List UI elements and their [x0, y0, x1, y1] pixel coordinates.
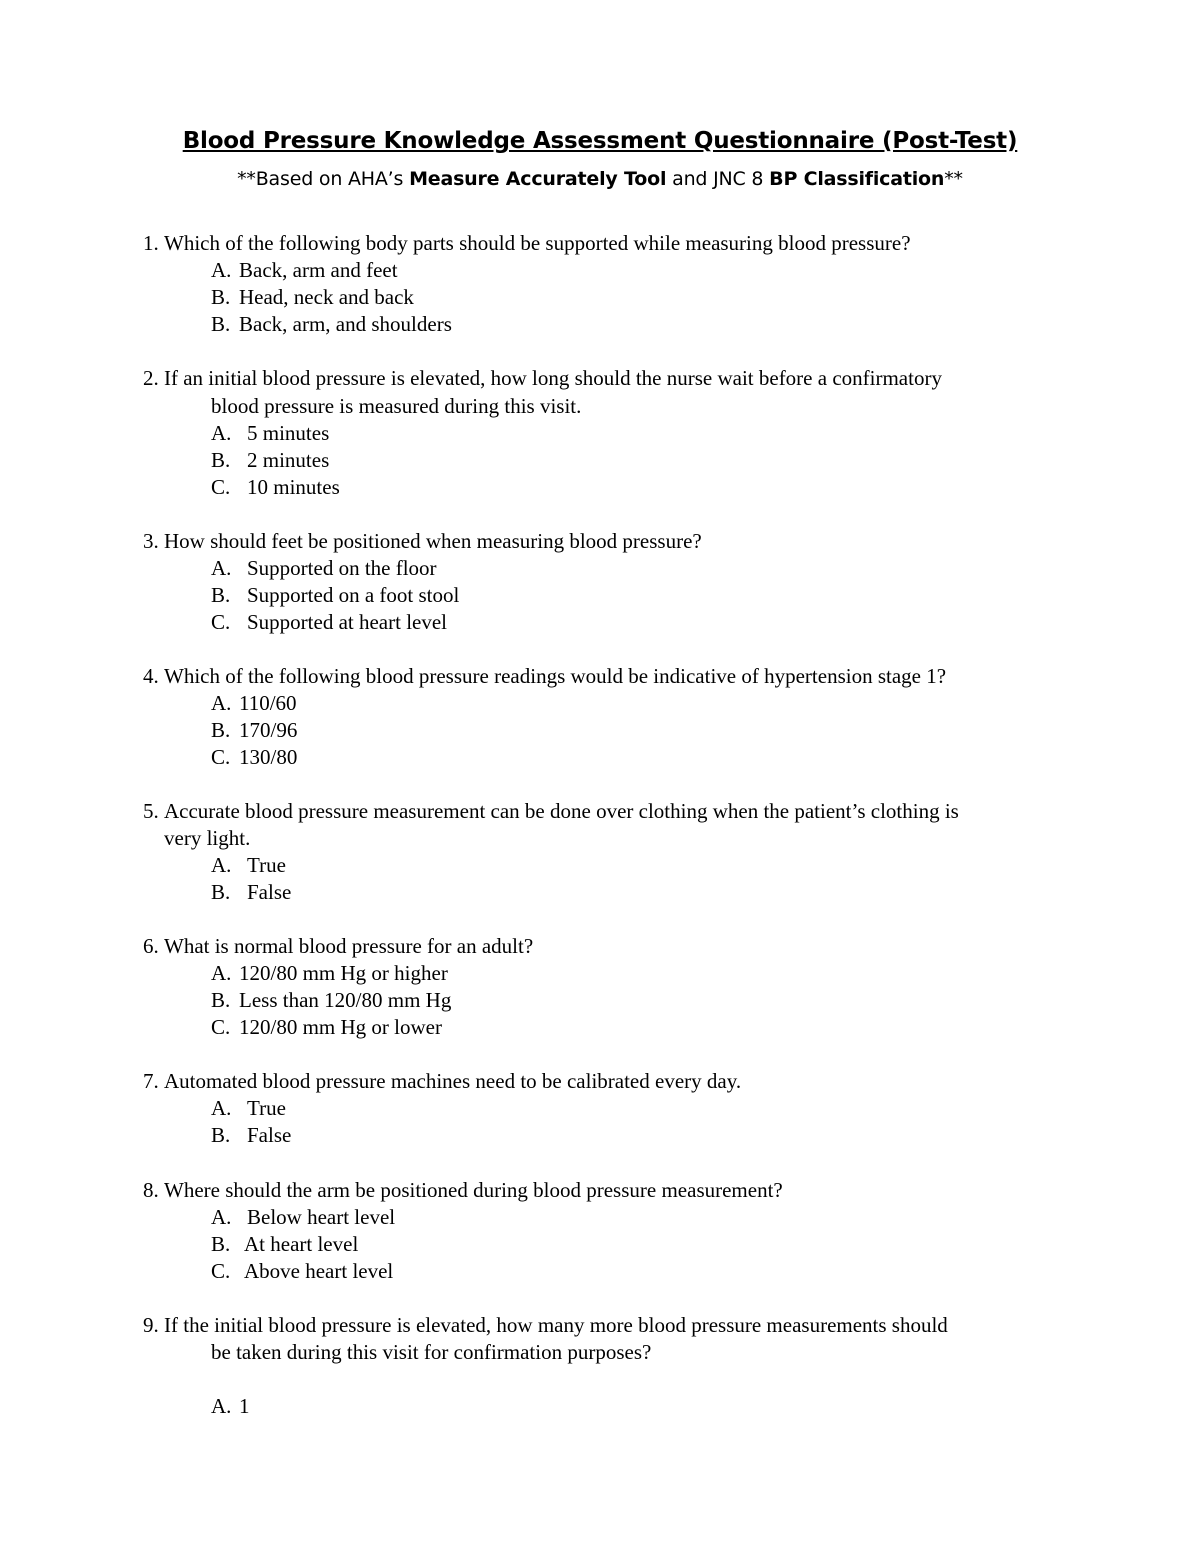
- option-text: 1: [239, 1394, 250, 1418]
- question-6: [143, 933, 533, 960]
- question-8: [143, 1177, 783, 1204]
- answer-option: [211, 609, 447, 636]
- option-letter: A.: [211, 258, 232, 282]
- answer-option: [211, 1122, 291, 1149]
- answer-option: [211, 1258, 393, 1285]
- option-text: Below heart level: [247, 1205, 396, 1229]
- option-text: 5 minutes: [247, 421, 330, 445]
- option-text: Back, arm and feet: [239, 258, 398, 282]
- option-text: Above heart level: [244, 1259, 394, 1283]
- question-text: Automated blood pressure machines need to be calibrated every day.: [164, 1069, 742, 1093]
- option-text: Supported at heart level: [247, 610, 448, 634]
- page-title: Blood Pressure Knowledge Assessment Questionnaire (Post-Test): [182, 128, 1018, 154]
- question-number: 6.: [143, 934, 159, 958]
- answer-option: [211, 1231, 358, 1258]
- answer-option: [211, 257, 398, 284]
- question-text: Which of the following body parts should be supported while measuring blood pressure?: [164, 231, 911, 255]
- subtitle-part: **: [944, 168, 963, 190]
- option-text: Less than 120/80 mm Hg: [239, 988, 452, 1012]
- option-text: 10 minutes: [247, 475, 340, 499]
- option-text: 110/60: [239, 691, 297, 715]
- subtitle-part-bold: BP Classification: [769, 168, 945, 190]
- option-letter: B.: [211, 1123, 231, 1147]
- question-number: 2.: [143, 366, 159, 390]
- option-letter: A.: [211, 421, 232, 445]
- question-text: Where should the arm be positioned during blood pressure measurement?: [164, 1178, 783, 1202]
- answer-option: [211, 879, 291, 906]
- question-number: 5.: [143, 799, 159, 823]
- option-text: Head, neck and back: [239, 285, 414, 309]
- option-text: At heart level: [244, 1232, 359, 1256]
- option-letter: A.: [211, 853, 232, 877]
- question-text: If the initial blood pressure is elevated, how many more blood pressure measurements should: [164, 1313, 948, 1337]
- question-9: [143, 1312, 948, 1339]
- question-number: 9.: [143, 1313, 159, 1337]
- page-subtitle: [0, 168, 1200, 190]
- option-letter: B.: [211, 718, 231, 742]
- option-letter: A.: [211, 1394, 232, 1418]
- option-letter: A.: [211, 691, 232, 715]
- option-letter: A.: [211, 961, 232, 985]
- answer-option: [211, 311, 452, 338]
- option-letter: B.: [211, 988, 231, 1012]
- question-5: [143, 798, 959, 825]
- subtitle-part: **Based on AHA’s: [237, 168, 410, 190]
- answer-option: [211, 1393, 250, 1420]
- option-letter: A.: [211, 556, 232, 580]
- answer-option: [211, 284, 414, 311]
- option-text: Supported on a foot stool: [247, 583, 460, 607]
- option-letter: B.: [211, 285, 231, 309]
- answer-option: [211, 717, 297, 744]
- question-text-continuation: be taken during this visit for confirmation purposes?: [211, 1340, 652, 1364]
- option-letter: C.: [211, 745, 231, 769]
- question-text: Accurate blood pressure measurement can be done over clothing when the patient’s clothing is: [164, 799, 959, 823]
- question-1: [143, 230, 911, 257]
- question-4: [143, 663, 946, 690]
- option-text: Back, arm, and shoulders: [239, 312, 452, 336]
- option-letter: B.: [211, 312, 231, 336]
- option-letter: C.: [211, 1015, 231, 1039]
- option-letter: A.: [211, 1096, 232, 1120]
- option-letter: C.: [211, 1259, 231, 1283]
- question-text: What is normal blood pressure for an adult?: [164, 934, 534, 958]
- option-text: 2 minutes: [247, 448, 330, 472]
- question-number: 8.: [143, 1178, 159, 1202]
- question-number: 7.: [143, 1069, 159, 1093]
- option-letter: B.: [211, 583, 231, 607]
- question-2: [143, 365, 942, 392]
- option-letter: A.: [211, 1205, 232, 1229]
- question-3: [143, 528, 702, 555]
- answer-option: [211, 852, 286, 879]
- answer-option: [211, 1095, 286, 1122]
- subtitle-part-bold: Measure Accurately Tool: [409, 168, 667, 190]
- answer-option: [211, 1204, 395, 1231]
- answer-option: [211, 474, 340, 501]
- question-7: [143, 1068, 741, 1095]
- answer-option: [211, 420, 329, 447]
- option-letter: C.: [211, 610, 231, 634]
- option-letter: B.: [211, 1232, 231, 1256]
- question-number: 4.: [143, 664, 159, 688]
- answer-option: [211, 690, 297, 717]
- answer-option: [211, 555, 437, 582]
- answer-option: [211, 987, 451, 1014]
- option-letter: B.: [211, 880, 231, 904]
- answer-option: [211, 582, 459, 609]
- option-text: Supported on the floor: [247, 556, 437, 580]
- option-text: True: [247, 853, 286, 877]
- option-text: 120/80 mm Hg or higher: [239, 961, 448, 985]
- answer-option: [211, 744, 297, 771]
- answer-option: [211, 447, 329, 474]
- option-text: 170/96: [239, 718, 298, 742]
- question-number: 1.: [143, 231, 159, 255]
- option-letter: C.: [211, 475, 231, 499]
- option-text: False: [247, 1123, 292, 1147]
- option-text: 130/80: [239, 745, 298, 769]
- question-text-continuation: very light.: [164, 826, 251, 850]
- subtitle-part: and JNC 8: [666, 168, 770, 190]
- option-text: False: [247, 880, 292, 904]
- option-text: 120/80 mm Hg or lower: [239, 1015, 442, 1039]
- answer-option: [211, 960, 448, 987]
- answer-option: [211, 1014, 442, 1041]
- option-letter: B.: [211, 448, 231, 472]
- option-text: True: [247, 1096, 286, 1120]
- question-text: How should feet be positioned when measuring blood pressure?: [164, 529, 702, 553]
- question-number: 3.: [143, 529, 159, 553]
- question-text: If an initial blood pressure is elevated, how long should the nurse wait before a confirmatory: [164, 366, 942, 390]
- question-text: Which of the following blood pressure readings would be indicative of hypertension stage 1?: [164, 664, 947, 688]
- question-text-continuation: blood pressure is measured during this visit.: [211, 394, 582, 418]
